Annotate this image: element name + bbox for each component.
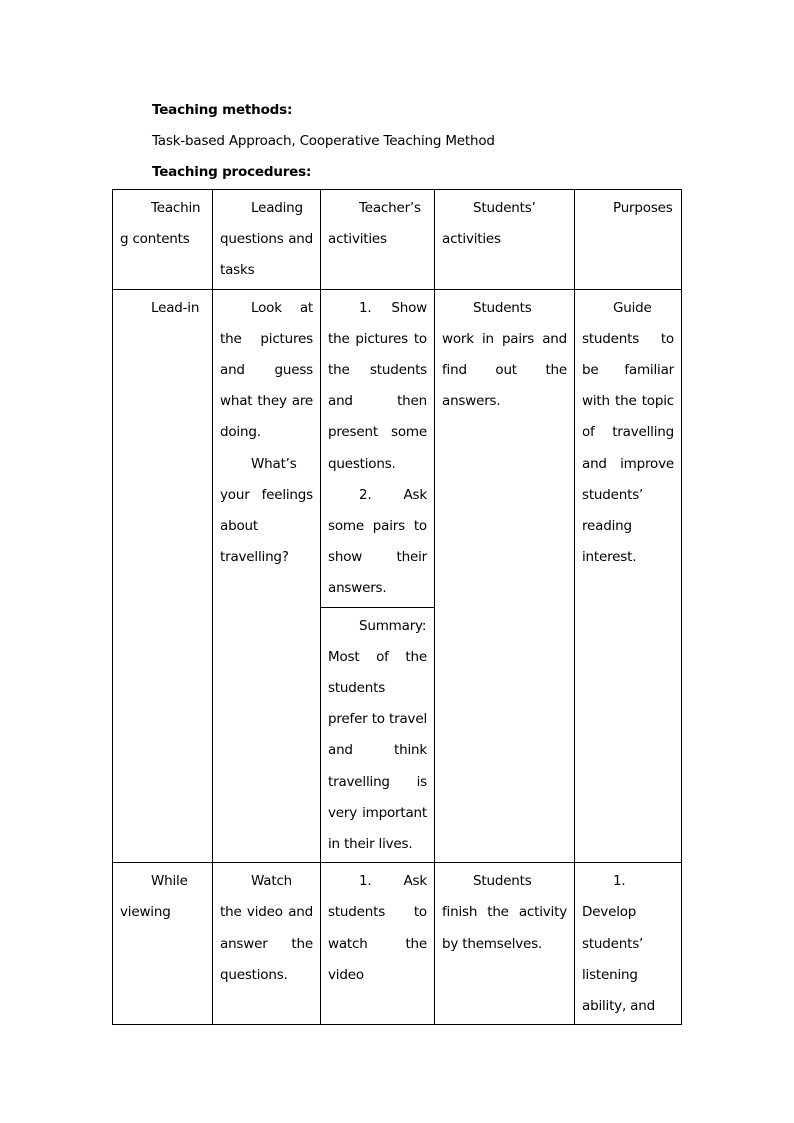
header-purposes: Purposes — [575, 190, 682, 290]
header-students-activities: Students’ activities — [435, 190, 575, 290]
leadin-questions-cell — [213, 289, 321, 863]
leadin-purpose: Guide students to be familiar with the topic of travelling and improve students’ reading interest. — [575, 289, 682, 863]
methods-text: Task-based Approach, Cooperative Teaching Method — [152, 133, 495, 149]
leadin-content: Lead-in — [113, 289, 213, 863]
methods-heading: Teaching methods: — [152, 102, 293, 118]
while-content: While viewing — [113, 863, 213, 1025]
procedures-heading: Teaching procedures: — [152, 164, 312, 180]
header-teacher-activities: Teacher’s activities — [321, 190, 435, 290]
leadin-question-1: Look at the pictures and guess what they are doing. — [220, 299, 313, 441]
table-row-leadin — [113, 289, 682, 607]
header-teaching-contents: Teaching contents — [113, 190, 213, 290]
table-row-while-viewing — [113, 863, 682, 1025]
header-leading-questions: Leading questions and tasks — [213, 190, 321, 290]
table-header-row — [113, 190, 682, 290]
leadin-teacher-1: 1. Show the pictures to the students and then present some questions. — [328, 299, 427, 472]
while-teacher: 1. Ask students to watch the video — [321, 863, 435, 1025]
leadin-question-2: What’s your feelings about travelling? — [220, 455, 313, 566]
leadin-teacher-cell — [321, 289, 435, 607]
leadin-students: Students work in pairs and find out the answers. — [435, 289, 575, 863]
leadin-teacher-2: 2. Ask some pairs to show their answers. — [328, 486, 427, 597]
while-questions: Watch the video and answer the questions. — [213, 863, 321, 1025]
procedures-table — [112, 189, 682, 1025]
leadin-summary: Summary: Most of the students prefer to travel and think travelling is very important in their lives. — [321, 607, 435, 863]
while-purpose: 1. Develop students’ listening ability, and — [575, 863, 682, 1025]
while-students: Students finish the activity by themselves. — [435, 863, 575, 1025]
